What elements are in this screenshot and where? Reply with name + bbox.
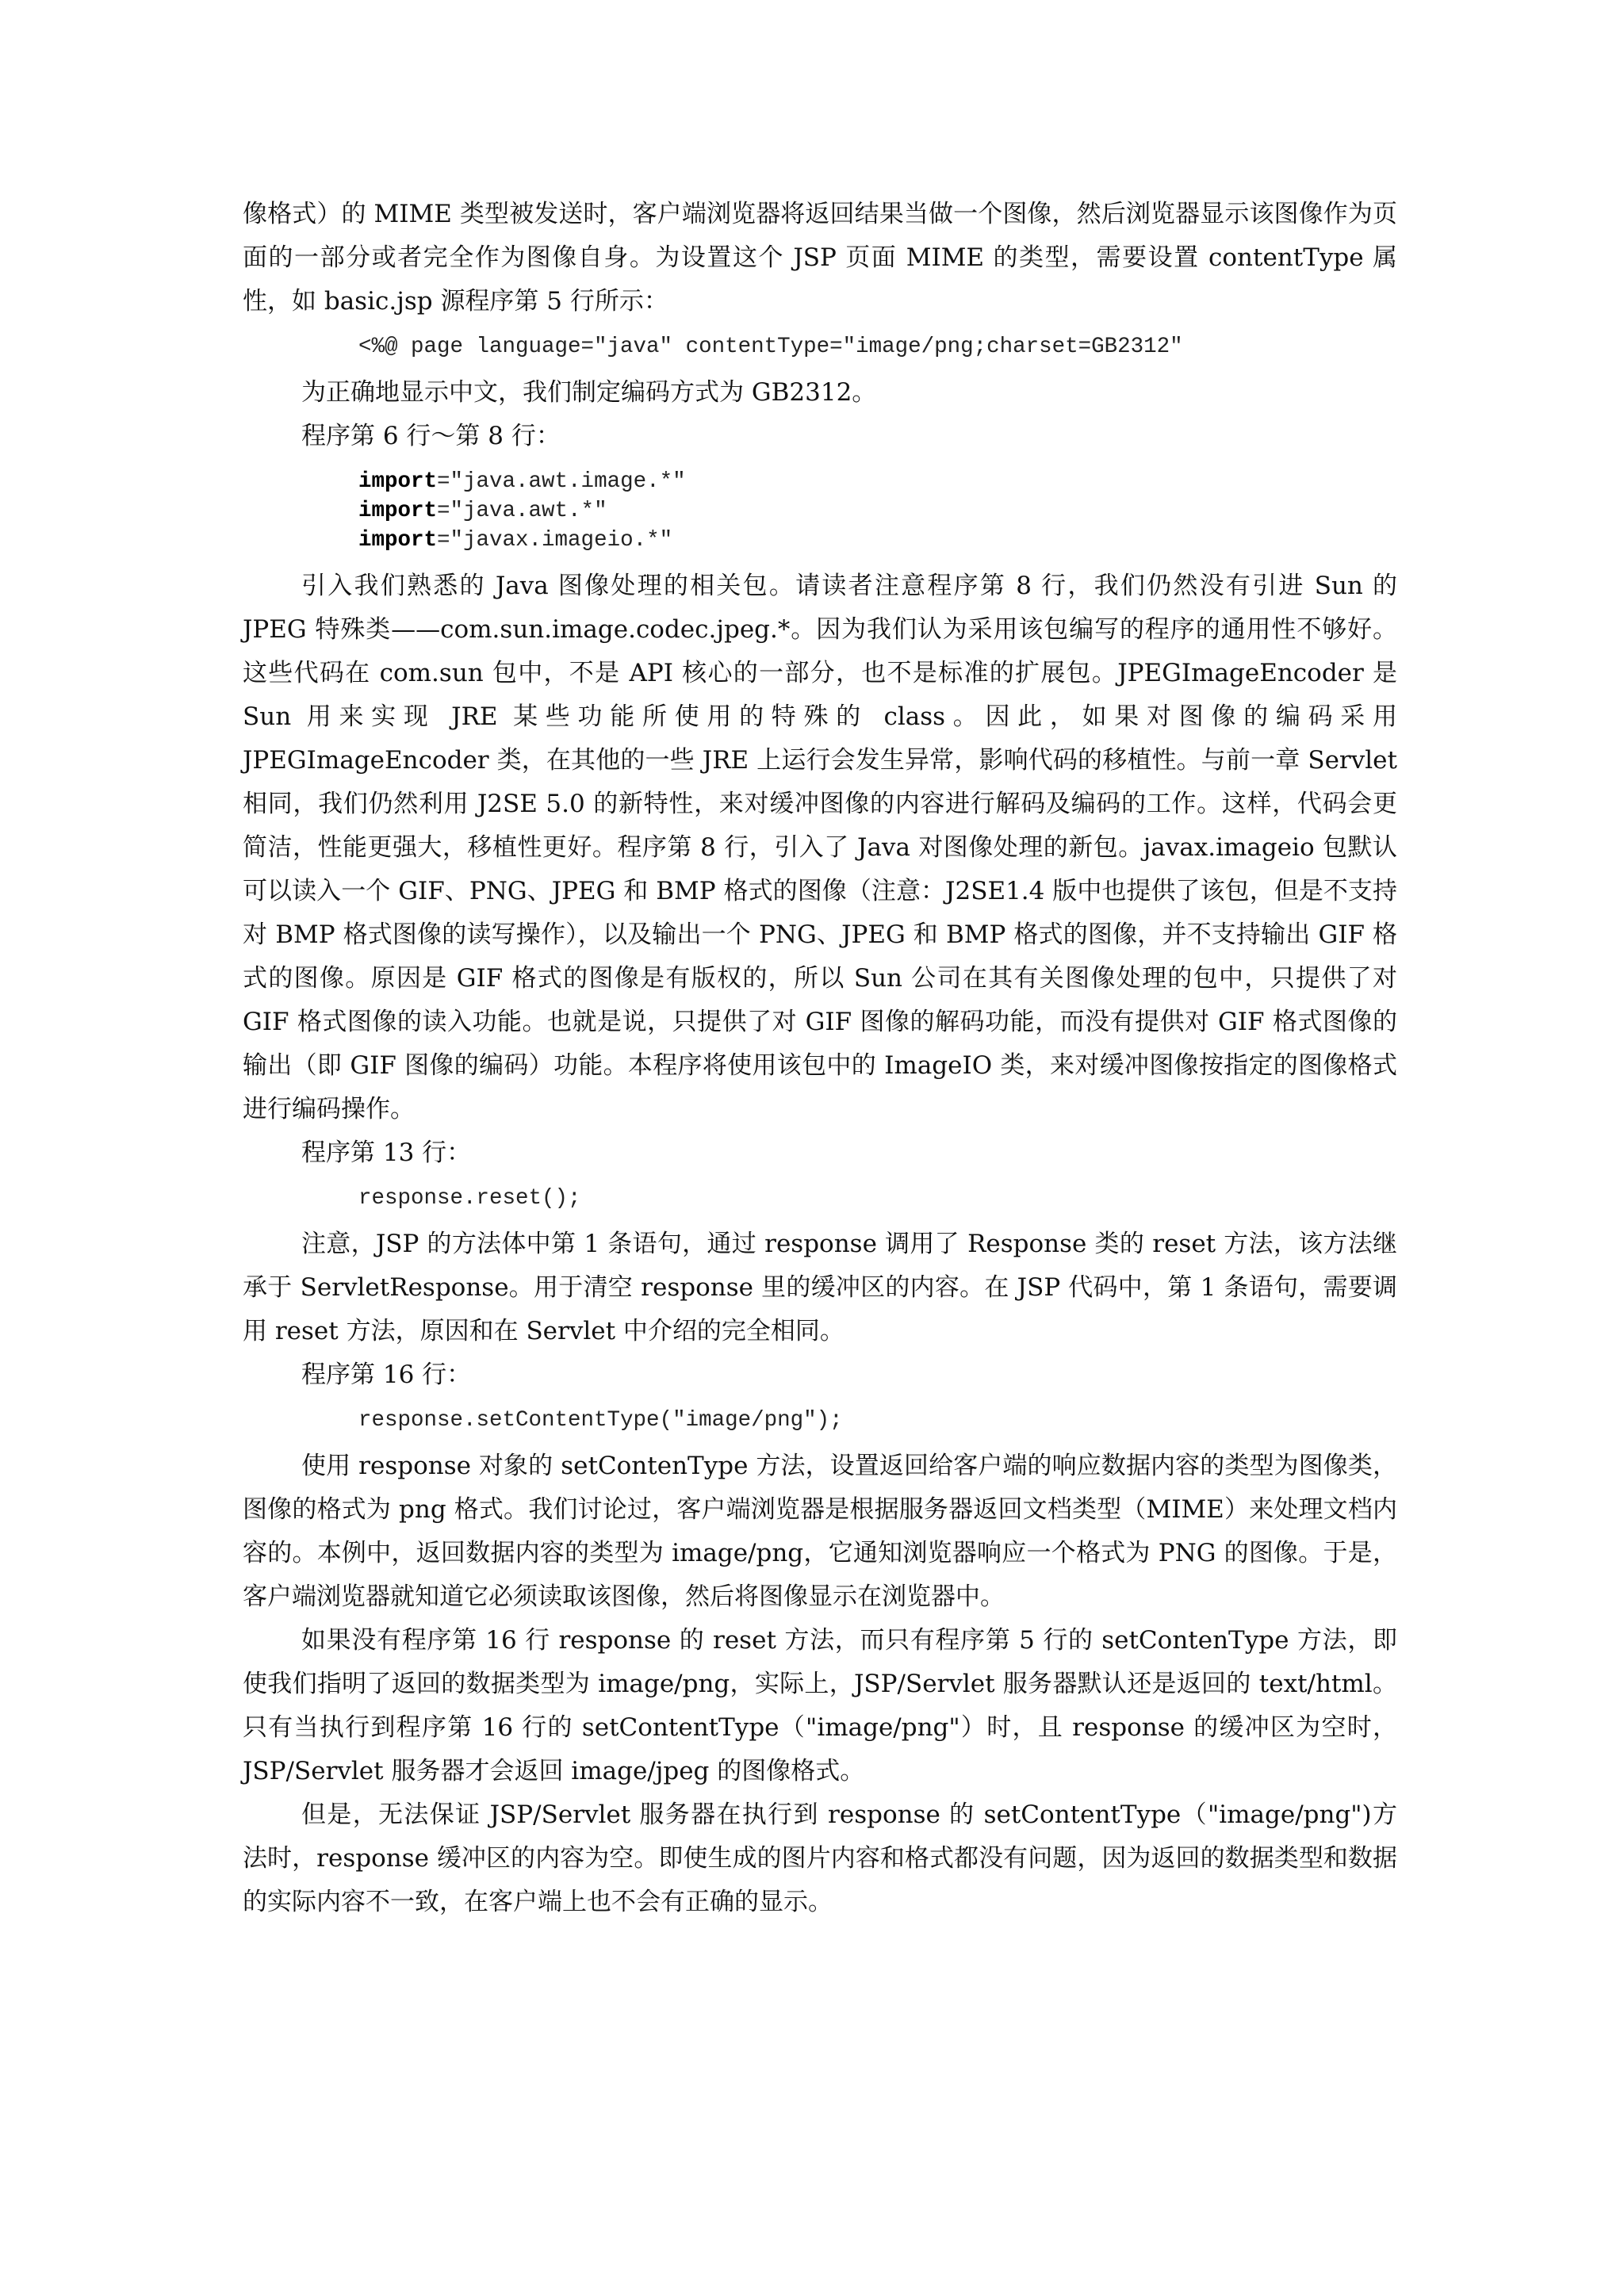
code-keyword: import (358, 469, 438, 494)
body-paragraph: 为正确地显示中文，我们制定编码方式为 GB2312。 (301, 378, 877, 407)
code-text: ="java.awt.*" (437, 499, 607, 523)
code-line (358, 467, 1397, 496)
code-keyword: import (358, 499, 438, 523)
body-paragraph: 程序第 13 行： (301, 1138, 472, 1167)
code-keyword: import (358, 528, 438, 553)
body-paragraph: 程序第 6 行～第 8 行： (301, 422, 561, 450)
body-paragraph: 但是，无法保证 JSP/Servlet 服务器在执行到 response 的 setContentType（"image/png")方法时，response 缓冲区的内容为空。即使生成的图片内容和格式都没有问题，因为返回的数据类型和数据的实际内容不一致，在客户端上也不会有正确的显示。 (243, 1800, 1397, 1916)
body-paragraph: 注意，JSP 的方法体中第 1 条语句，通过 response 调用了 Response 类的 reset 方法，该方法继承于 ServletResponse。用于清空 response 里的缓冲区的内容。在 JSP 代码中，第 1 条语句，需要调用 reset 方法，原因和在 Servlet 中介绍的完全相同。 (243, 1230, 1397, 1345)
body-paragraph: 如果没有程序第 16 行 response 的 reset 方法，而只有程序第 5 行的 setContenType 方法，即使我们指明了返回的数据类型为 image/png，实际上，JSP/Servlet 服务器默认还是返回的 text/html。只有当执行到程序第 16 行的 setContentType（"image/png"）时，且 response 的缓冲区为空时，JSP/Servlet 服务器才会返回 image/jpeg 的图像格式。 (243, 1626, 1397, 1785)
code-line (358, 332, 1397, 362)
body-paragraph: 使用 response 对象的 setContenType 方法，设置返回给客户端的响应数据内容的类型为图像类，图像的格式为 png 格式。我们讨论过，客户端浏览器是根据服务器返回文档类型（MIME）来处理文档内容的。本例中，返回数据内容的类型为 image/png，它通知浏览器响应一个格式为 PNG 的图像。于是，客户端浏览器就知道它必须读取该图像，然后将图像显示在浏览器中。 (243, 1452, 1397, 1611)
code-text: ="javax.imageio.*" (437, 528, 673, 553)
code-line (358, 1184, 1397, 1213)
body-paragraph: 引入我们熟悉的 Java 图像处理的相关包。请读者注意程序第 8 行，我们仍然没有引进 Sun 的 JPEG 特殊类——com.sun.image.codec.jpeg.*。因为我们认为采用该包编写的程序的通用性不够好。这些代码在 com.sun 包中，不是 API 核心的一部分，也不是标准的扩展包。JPEGImageEncoder 是 Sun 用来实现 JRE 某些功能所使用的特殊的 class。因此，如果对图像的编码采用 JPEGImageEncoder 类，在其他的一些 JRE 上运行会发生异常，影响代码的移植性。与前一章 Servlet 相同，我们仍然利用 J2SE 5.0 的新特性，来对缓冲图像的内容进行解码及编码的工作。这样，代码会更简洁，性能更强大，移植性更好。程序第 8 行，引入了 Java 对图像处理的新包。javax.imageio 包默认可以读入一个 GIF、PNG、JPEG 和 BMP 格式的图像（注意：J2SE1.4 版中也提供了该包，但是不支持对 BMP 格式图像的读写操作），以及输出一个 PNG、JPEG 和 BMP 格式的图像，并不支持输出 GIF 格式的图像。原因是 GIF 格式的图像是有版权的，所以 Sun 公司在其有关图像处理的包中，只提供了对 GIF 格式图像的读入功能。也就是说，只提供了对 GIF 图像的解码功能，而没有提供对 GIF 格式图像的输出（即 GIF 图像的编码）功能。本程序将使用该包中的 ImageIO 类，来对缓冲图像按指定的图像格式进行编码操作。 (243, 572, 1397, 1123)
code-block (358, 1184, 1397, 1213)
code-line (358, 1406, 1397, 1435)
code-text: response.reset(); (358, 1186, 581, 1211)
code-text: response.setContentType("image/png"); (358, 1408, 843, 1433)
code-block (358, 332, 1397, 362)
code-block (358, 467, 1397, 555)
code-text: <%@ page language="java" contentType="image/png;charset=GB2312" (358, 335, 1183, 359)
code-block (358, 1406, 1397, 1435)
code-line (358, 526, 1397, 555)
code-text: ="java.awt.image.*" (437, 469, 686, 494)
body-paragraph: 像格式）的 MIME 类型被发送时，客户端浏览器将返回结果当做一个图像，然后浏览器显示该图像作为页面的一部分或者完全作为图像自身。为设置这个 JSP 页面 MIME 的类型，需要设置 contentType 属性，如 basic.jsp 源程序第 5 行所示： (243, 200, 1397, 316)
body-paragraph: 程序第 16 行： (301, 1360, 472, 1389)
code-line (358, 496, 1397, 526)
